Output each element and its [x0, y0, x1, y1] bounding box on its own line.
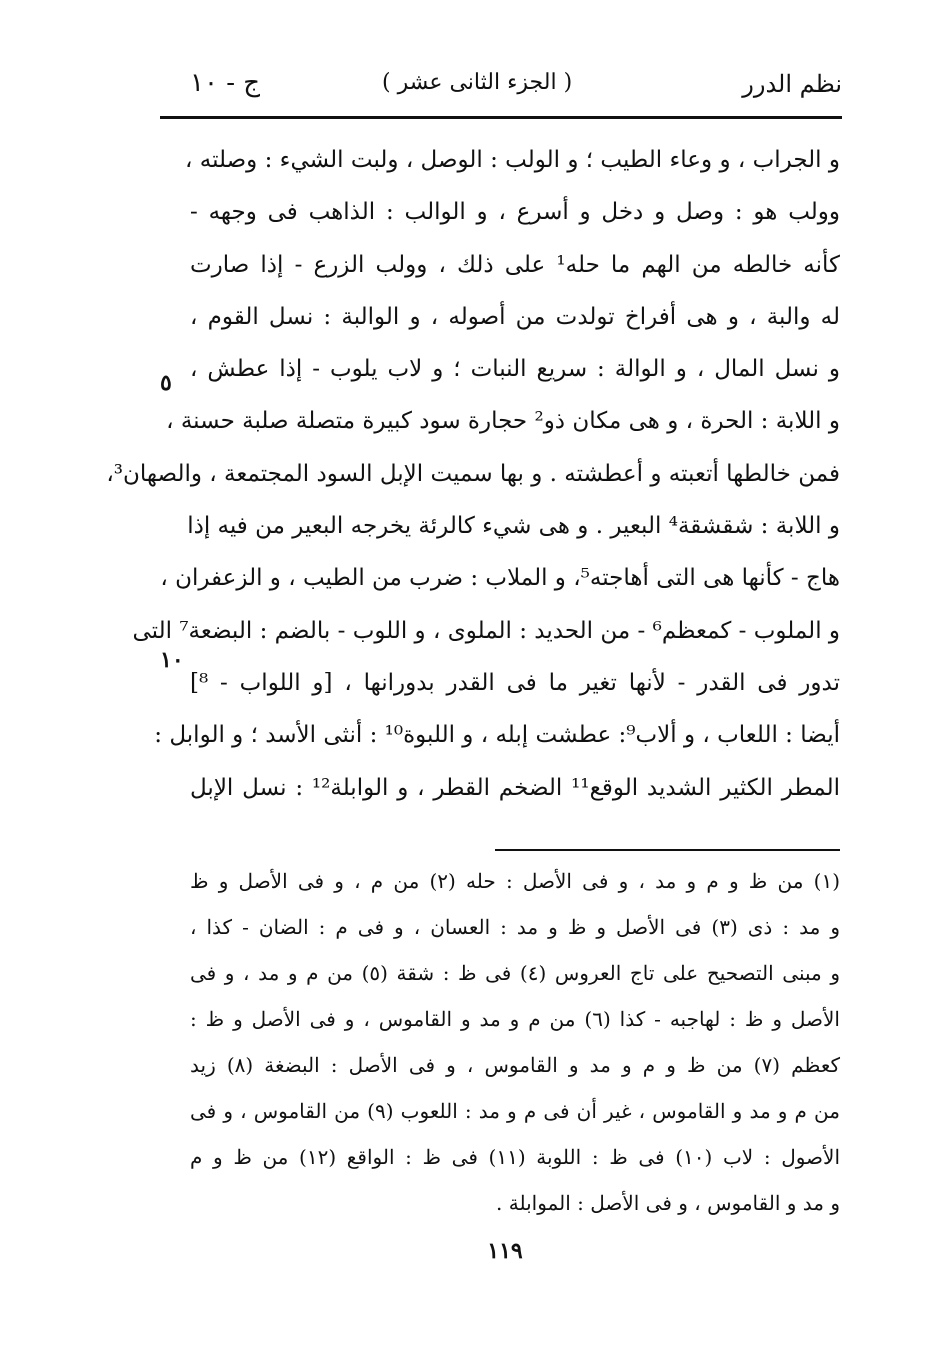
header-rule [160, 116, 842, 119]
page-header [160, 62, 842, 114]
footnote-line: من م و مد و القاموس ، غير أن فى م و مد : اللعوب (٩) من القاموس ، و فى [190, 1099, 840, 1123]
line-number-10: ١٠ [160, 647, 184, 673]
text-line: فمن خالطها أتعبته و أعطشته . و بها سميت الإبل السود المجتمعة ، والصهان³، [106, 460, 840, 487]
text-line: و الملوب - كمعظم⁶ - من الحديد : الملوى ، و اللوب - بالضم : البضعة⁷ التى [132, 617, 840, 644]
text-line: و اللابة : الحرة ، و هى مكان ذو² حجارة سود كبيرة متصلة صلبة حسنة ، [166, 408, 840, 435]
footnote-line: و مد و القاموس ، و فى الأصل : الموابلة . [496, 1191, 840, 1215]
text-line: وولب هو : وصل و دخل و أسرع ، و الوالب : الذاهب فى وجهه - [190, 199, 840, 226]
footnotes [190, 858, 840, 1226]
footnote-line: و مد : ذى (٣) فى الأصل و ظ و مد : العسان ، و فى م : الضان - كذا ، [190, 915, 840, 939]
text-line: أيضا : اللعاب ، و ألاب⁹: عطشت إبله ، و اللبوة¹⁰ : أنثى الأسد ؛ و الوابل : [154, 722, 840, 749]
text-line: له والبة ، و هى أفراخ تولدت من أصوله ، و الوالبة : نسل القوم ، [190, 303, 840, 330]
text-line: كأنه خالطه من الهم ما حله¹ على ذلك ، وولب الزرع - إذا صارت [190, 251, 840, 278]
volume-label: ج - ١٠ [190, 68, 261, 98]
text-line: المطر الكثير الشديد الوقع¹¹ الضخم القطر ، و الوابلة¹² : نسل الإبل [190, 774, 840, 801]
footnote-line: و مبنى التصحيح على تاج العروس (٤) فى ظ : شقة (٥) من م و مد ، و فى [190, 961, 840, 985]
page-number: ١١٩ [487, 1238, 523, 1264]
part-label: ( الجزء الثانى عشر ) [382, 70, 573, 95]
text-line: هاج - كأنها هى التى أهاجته⁵، و الملاب : ضرب من الطيب ، و الزعفران ، [160, 565, 840, 592]
footnote-line: (١) من ظ و م و مد ، و فى الأصل : حله (٢) من م ، و فى الأصل و ظ [190, 869, 840, 893]
text-line: تدور فى القدر - لأنها تغير ما فى القدر بدورانها ، [و اللواب - ⁸] [190, 669, 840, 696]
footnote-line: الأصول : لاب (١٠) فى ظ : اللوبة (١١) فى ظ : الواقع (١٢) من ظ و م [190, 1145, 841, 1169]
footnote-line: الأصل و ظ : لهاجبه - كذا (٦) من م و مد و القاموس ، و فى الأصل و ظ : [190, 1007, 840, 1031]
footnote-rule [495, 849, 840, 851]
text-line: و الجراب ، و وعاء الطيب ؛ و الولب : الوصل ، ولبت الشيء : وصلته ، [185, 147, 840, 173]
text-line: و نسل المال ، و الوالة : سريع النبات ؛ و لاب يلوب - إذا عطش ، [190, 356, 840, 383]
line-number-5: ٥ [160, 370, 172, 396]
running-title: نظم الدرر [742, 70, 842, 98]
text-line: و اللابة : شقشقة⁴ البعير . و هى شيء كالرئة يخرجه البعير من فيه إذا [187, 513, 840, 540]
footnote-line: كعظم (٧) من ظ و م و مد و القاموس ، و فى الأصل : البضغة (٨) زيد [190, 1053, 840, 1077]
